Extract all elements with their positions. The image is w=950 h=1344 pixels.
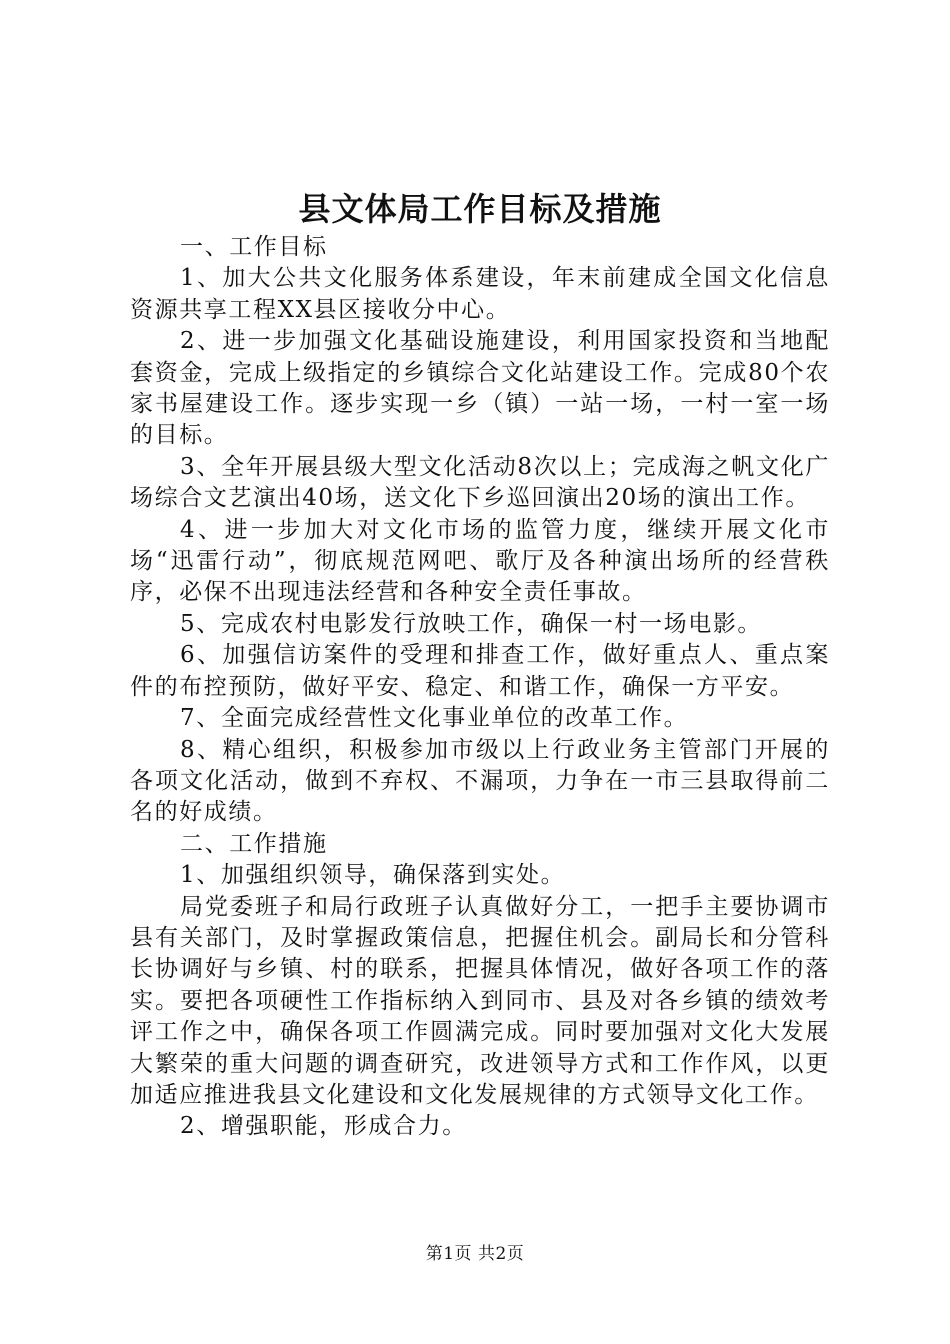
paragraph-goal-5: 5、完成农村电影发行放映工作，确保一村一场电影。: [180, 610, 763, 637]
paragraph-goal-8: 8、精心组织，积极参加市级以上行政业务主管部门开展的各项文化活动，做到不弃权、不漏项，力争在一市三县取得前二名的好成绩。: [130, 736, 830, 826]
paragraph-measure-1: 1、加强组织领导，确保落到实处。: [180, 862, 566, 889]
paragraph-measure-2: 2、增强职能，形成合力。: [180, 1113, 467, 1140]
paragraph-goal-4: 4、进一步加大对文化市场的监管力度，继续开展文化市场“迅雷行动”，彻底规范网吧、歌厅及各种演出场所的经营秩序，必保不出现违法经营和各种安全责任事故。: [130, 516, 830, 606]
section-heading-measures: 二、工作措施: [180, 830, 328, 857]
paragraph-goal-7: 7、全面完成经营性文化事业单位的改革工作。: [180, 705, 689, 732]
paragraph-goal-6: 6、加强信访案件的受理和排查工作，做好重点人、重点案件的布控预防，做好平安、稳定、和谐工作，确保一方平安。: [130, 642, 830, 700]
document-body: [130, 232, 830, 1143]
page-indicator: 第1页 共2页: [425, 1244, 525, 1264]
paragraph-goal-1: 1、加大公共文化服务体系建设，年末前建成全国文化信息资源共享工程XX县区接收分中心。: [130, 265, 830, 323]
paragraph-goal-2: 2、进一步加强文化基础设施建设，利用国家投资和当地配套资金，完成上级指定的乡镇综合文化站建设工作。完成80个农家书屋建设工作。逐步实现一乡（镇）一站一场，一村一室一场的目标。: [130, 328, 830, 449]
document-title: 县文体局工作目标及措施: [298, 190, 662, 228]
document-page: [130, 0, 830, 1344]
paragraph-measure-1-detail: 局党委班子和局行政班子认真做好分工，一把手主要协调市县有关部门，及时掌握政策信息，把握住机会。副局长和分管科长协调好与乡镇、村的联系，把握具体情况，做好各项工作的落实。要把各项硬性工作指标纳入到同市、县及对各乡镇的绩效考评工作之中，确保各项工作圆满完成。同时要加强对文化大发展大繁荣的重大问题的调查研究，改进领导方式和工作作风，以更加适应推进我县文化建设和文化发展规律的方式领导文化工作。: [130, 893, 830, 1108]
section-heading-goals: 一、工作目标: [180, 234, 328, 260]
paragraph-goal-3: 3、全年开展县级大型文化活动8次以上；完成海之帆文化广场综合文艺演出40场，送文化下乡巡回演出20场的演出工作。: [130, 453, 830, 512]
